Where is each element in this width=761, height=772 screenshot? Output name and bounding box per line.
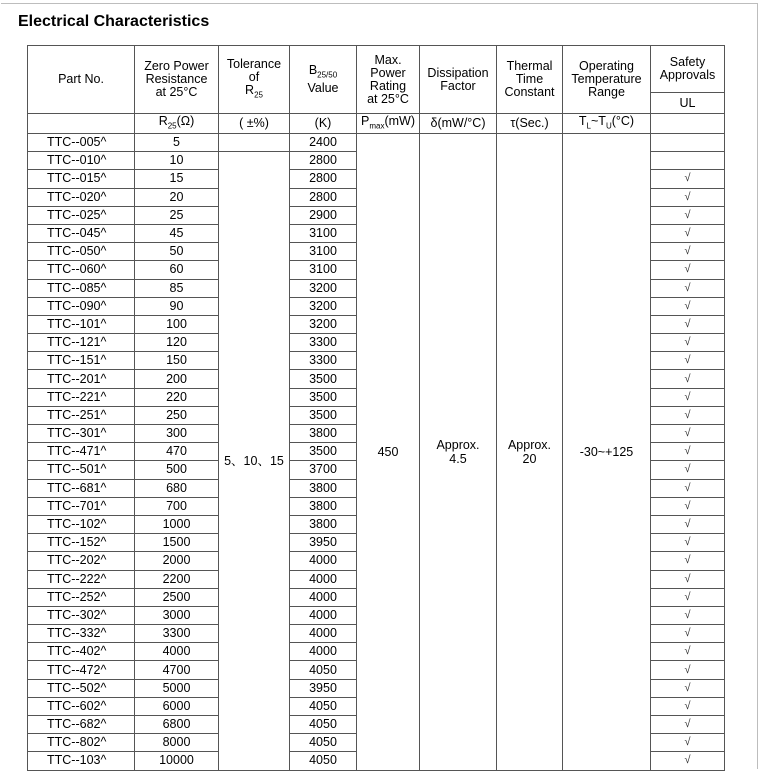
cell-r25: 60 [135, 261, 219, 279]
cell-r25: 10 [135, 152, 219, 170]
check-mark-icon: √ [651, 297, 725, 315]
cell-r25: 120 [135, 334, 219, 352]
cell-tolerance-blank [219, 134, 290, 152]
cell-dissipation-shared: Approx. 4.5 [420, 134, 497, 771]
header-line: Zero Power [144, 59, 209, 73]
cell-r25: 6800 [135, 716, 219, 734]
cell-b-value: 2400 [290, 134, 357, 152]
cell-part-no: TTC--050^ [28, 243, 135, 261]
header-dissipation-factor [420, 46, 497, 114]
table-row [28, 134, 725, 152]
header-b-value [290, 46, 357, 114]
cell-part-no: TTC--121^ [28, 334, 135, 352]
header-line: Tolerance [226, 56, 282, 71]
cell-part-no: TTC--202^ [28, 552, 135, 570]
check-mark-icon: √ [651, 643, 725, 661]
header-line: Constant [504, 85, 555, 99]
cell-b-value: 4000 [290, 643, 357, 661]
cell-b-value: 3500 [290, 443, 357, 461]
check-mark-icon: √ [651, 552, 725, 570]
cell-b-value: 3200 [290, 297, 357, 315]
cell-b-value: 3100 [290, 224, 357, 242]
check-mark-icon: √ [651, 425, 725, 443]
cell-operating-shared: -30~+125 [563, 134, 651, 771]
cell-b-value: 3800 [290, 497, 357, 515]
page-title: Electrical Characteristics [18, 13, 210, 30]
cell-r25: 1500 [135, 534, 219, 552]
cell-part-no: TTC--681^ [28, 479, 135, 497]
cell-part-no: TTC--085^ [28, 279, 135, 297]
cell-part-no: TTC--060^ [28, 261, 135, 279]
header-part-no: Part No. [28, 46, 135, 114]
header-max-power [357, 46, 420, 114]
cell-thermal-shared: Approx. 20 [497, 134, 563, 771]
cell-b-value: 4050 [290, 734, 357, 752]
header-line: Time [515, 72, 544, 86]
cell-b-value: 4000 [290, 570, 357, 588]
unit-dissipation: δ(mW/°C) [420, 114, 497, 134]
cell-b-value: 3300 [290, 352, 357, 370]
cell-b-value: 2800 [290, 170, 357, 188]
unit-operating: $T_L\sim T_U(^\circ C)$ [563, 114, 651, 134]
check-mark-icon: √ [651, 206, 725, 224]
cell-part-no: TTC--151^ [28, 352, 135, 370]
header-line: Max. [374, 52, 402, 67]
check-mark-icon: √ [651, 570, 725, 588]
check-mark-icon: √ [651, 752, 725, 770]
cell-b-value: 3800 [290, 479, 357, 497]
cell-part-no: TTC--090^ [28, 297, 135, 315]
cell-b-value: 4050 [290, 697, 357, 715]
check-mark-icon: √ [651, 224, 725, 242]
cell-b-value: 4050 [290, 661, 357, 679]
cell-b-value: 4000 [290, 625, 357, 643]
cell-part-no: TTC--502^ [28, 679, 135, 697]
cell-r25: 5000 [135, 679, 219, 697]
cell-b-value: 3500 [290, 388, 357, 406]
cell-r25: 220 [135, 388, 219, 406]
cell-r25: 100 [135, 315, 219, 333]
header-line: Safety [669, 55, 706, 69]
cell-r25: 680 [135, 479, 219, 497]
check-mark-icon: √ [651, 461, 725, 479]
check-mark-icon: √ [651, 697, 725, 715]
check-mark-icon: √ [651, 534, 725, 552]
cell-part-no: TTC--015^ [28, 170, 135, 188]
cell-r25: 200 [135, 370, 219, 388]
cell-r25: 6000 [135, 697, 219, 715]
header-line: Factor [440, 78, 476, 93]
cell-part-no: TTC--045^ [28, 224, 135, 242]
cell-part-no: TTC--102^ [28, 515, 135, 533]
cell-r25: 3000 [135, 606, 219, 624]
cell-b-value: 4000 [290, 588, 357, 606]
cell-b-value: 3800 [290, 515, 357, 533]
cell-b-value: 3100 [290, 261, 357, 279]
check-mark-icon: √ [651, 370, 725, 388]
header-line: at 25°C [155, 85, 198, 99]
check-mark-icon: √ [651, 716, 725, 734]
check-mark-icon: √ [651, 315, 725, 333]
cell-r25: 2500 [135, 588, 219, 606]
cell-r25: 4700 [135, 661, 219, 679]
header-line: Value [307, 80, 339, 95]
header-line: Thermal [506, 59, 553, 73]
header-line: $B_{25/50}$ [308, 63, 338, 80]
check-mark-icon: √ [651, 170, 725, 188]
cell-max-power-shared: 450 [357, 134, 420, 771]
cell-part-no: TTC--221^ [28, 388, 135, 406]
header-line: Approvals [659, 68, 716, 82]
cell-b-value: 3100 [290, 243, 357, 261]
cell-b-value: 4000 [290, 606, 357, 624]
cell-r25: 85 [135, 279, 219, 297]
check-mark-icon: √ [651, 261, 725, 279]
cell-part-no: TTC--471^ [28, 443, 135, 461]
check-mark-icon: √ [651, 661, 725, 679]
cell-b-value: 3800 [290, 425, 357, 443]
cell-part-no: TTC--302^ [28, 606, 135, 624]
header-line: at 25°C [367, 91, 409, 106]
cell-ul-empty [651, 152, 725, 170]
cell-r25: 20 [135, 188, 219, 206]
check-mark-icon: √ [651, 679, 725, 697]
cell-r25: 5 [135, 134, 219, 152]
cell-part-no: TTC--025^ [28, 206, 135, 224]
cell-r25: 8000 [135, 734, 219, 752]
header-line: Rating [369, 78, 407, 93]
cell-r25: 700 [135, 497, 219, 515]
cell-part-no: TTC--602^ [28, 697, 135, 715]
header-line: Power [370, 65, 406, 80]
cell-r25: 2000 [135, 552, 219, 570]
check-mark-icon: √ [651, 406, 725, 424]
header-line: Operating [579, 59, 634, 73]
cell-r25: 45 [135, 224, 219, 242]
check-mark-icon: √ [651, 497, 725, 515]
check-mark-icon: √ [651, 515, 725, 533]
cell-tolerance-shared: 5、10、15 [219, 152, 290, 770]
cell-part-no: TTC--472^ [28, 661, 135, 679]
cell-part-no: TTC--802^ [28, 734, 135, 752]
check-mark-icon: √ [651, 606, 725, 624]
check-mark-icon: √ [651, 334, 725, 352]
header-tolerance [219, 46, 290, 114]
cell-b-value: 3200 [290, 279, 357, 297]
cell-part-no: TTC--101^ [28, 315, 135, 333]
header-ul: UL [651, 93, 725, 114]
cell-b-value: 3500 [290, 406, 357, 424]
electrical-characteristics-table [27, 45, 725, 771]
cell-b-value: 3700 [290, 461, 357, 479]
unit-b-value: (K) [290, 114, 357, 134]
check-mark-icon: √ [651, 734, 725, 752]
cell-part-no: TTC--222^ [28, 570, 135, 588]
cell-r25: 3300 [135, 625, 219, 643]
cell-r25: 150 [135, 352, 219, 370]
cell-part-no: TTC--332^ [28, 625, 135, 643]
header-safety-approvals [651, 46, 725, 93]
cell-part-no: TTC--682^ [28, 716, 135, 734]
cell-r25: 2200 [135, 570, 219, 588]
cell-r25: 15 [135, 170, 219, 188]
cell-r25: 470 [135, 443, 219, 461]
cell-b-value: 2800 [290, 188, 357, 206]
check-mark-icon: √ [651, 243, 725, 261]
unit-thermal: τ(Sec.) [497, 114, 563, 134]
cell-b-value: 2900 [290, 206, 357, 224]
cell-r25: 250 [135, 406, 219, 424]
cell-part-no: TTC--010^ [28, 152, 135, 170]
cell-r25: 90 [135, 297, 219, 315]
cell-b-value: 4000 [290, 552, 357, 570]
cell-r25: 500 [135, 461, 219, 479]
cell-part-no: TTC--251^ [28, 406, 135, 424]
cell-r25: 10000 [135, 752, 219, 770]
check-mark-icon: √ [651, 625, 725, 643]
cell-part-no: TTC--020^ [28, 188, 135, 206]
cell-b-value: 3950 [290, 534, 357, 552]
check-mark-icon: √ [651, 188, 725, 206]
cell-r25: 25 [135, 206, 219, 224]
header-zero-power-resistance [135, 46, 219, 114]
cell-part-no: TTC--701^ [28, 497, 135, 515]
cell-r25: 4000 [135, 643, 219, 661]
header-line: Range [588, 85, 625, 99]
check-mark-icon: √ [651, 588, 725, 606]
unit-part-no [28, 114, 135, 134]
header-thermal-time-constant [497, 46, 563, 114]
check-mark-icon: √ [651, 443, 725, 461]
header-line: Dissipation [427, 65, 489, 80]
unit-pmax: $P_{max}(mW)$ [357, 114, 420, 134]
header-line: Resistance [145, 72, 208, 86]
cell-b-value: 4050 [290, 752, 357, 770]
cell-part-no: TTC--005^ [28, 134, 135, 152]
cell-part-no: TTC--501^ [28, 461, 135, 479]
cell-part-no: TTC--103^ [28, 752, 135, 770]
header-line: $R_{25}$ [245, 82, 263, 100]
header-line: of [248, 69, 260, 84]
cell-b-value: 3500 [290, 370, 357, 388]
cell-b-value: 2800 [290, 152, 357, 170]
cell-part-no: TTC--402^ [28, 643, 135, 661]
cell-part-no: TTC--152^ [28, 534, 135, 552]
check-mark-icon: √ [651, 479, 725, 497]
cell-r25: 50 [135, 243, 219, 261]
check-mark-icon: √ [651, 388, 725, 406]
cell-ul-empty [651, 134, 725, 152]
header-line: Temperature [571, 72, 642, 86]
unit-r25: $R_{25}(\Omega)$ [135, 114, 219, 134]
cell-part-no: TTC--252^ [28, 588, 135, 606]
check-mark-icon: √ [651, 279, 725, 297]
unit-tolerance: ( ±%) [219, 114, 290, 134]
cell-b-value: 3300 [290, 334, 357, 352]
table-body [28, 134, 725, 771]
cell-b-value: 3950 [290, 679, 357, 697]
cell-r25: 1000 [135, 515, 219, 533]
cell-part-no: TTC--201^ [28, 370, 135, 388]
cell-r25: 300 [135, 425, 219, 443]
header-operating-temperature [563, 46, 651, 114]
check-mark-icon: √ [651, 352, 725, 370]
cell-b-value: 3200 [290, 315, 357, 333]
unit-ul [651, 114, 725, 134]
cell-part-no: TTC--301^ [28, 425, 135, 443]
cell-b-value: 4050 [290, 716, 357, 734]
